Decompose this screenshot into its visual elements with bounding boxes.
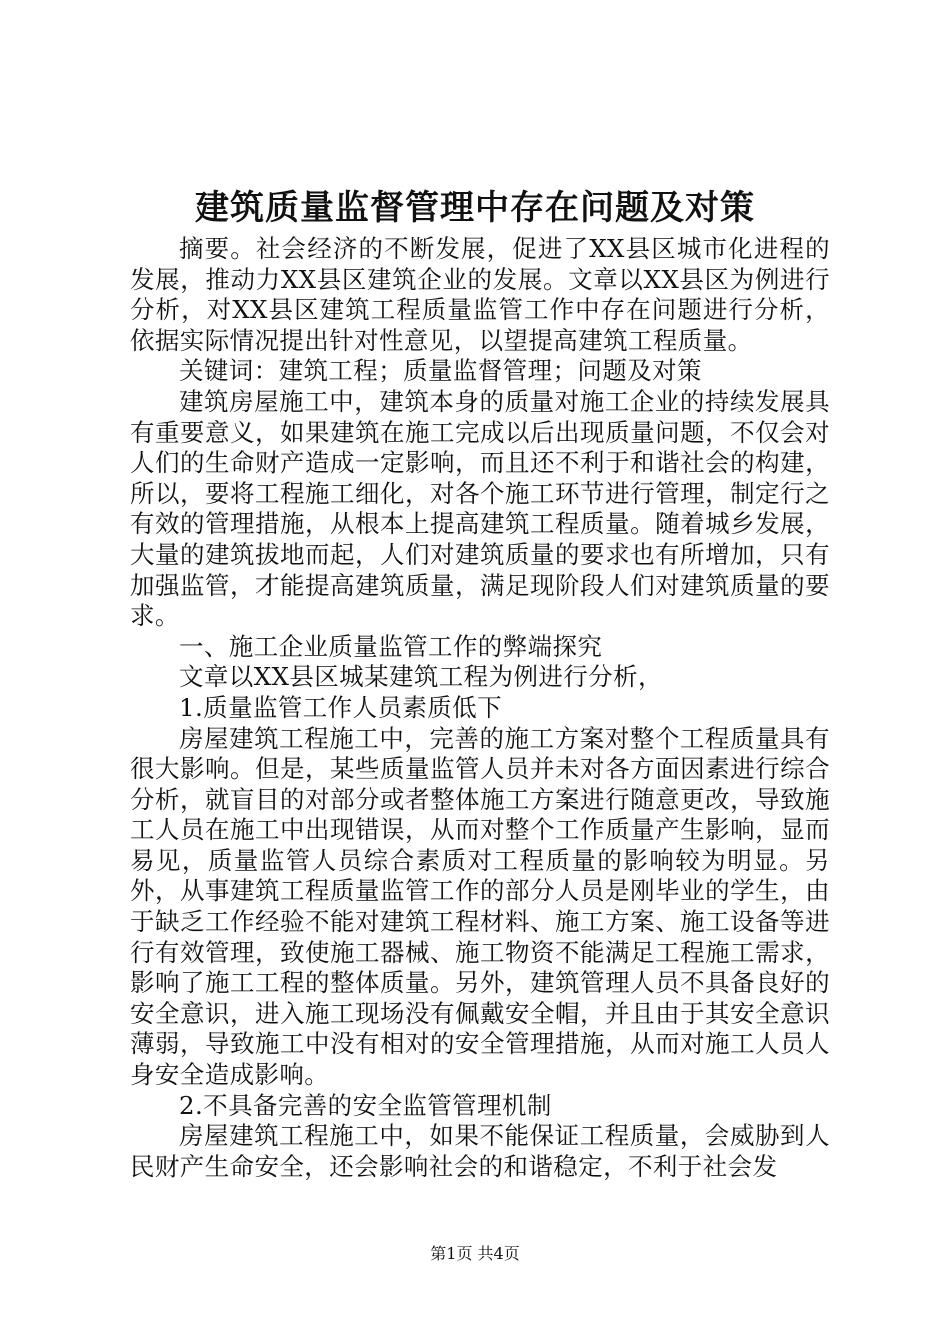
page-number-footer: 第1页 共4页: [430, 1244, 520, 1263]
subsection-2-paragraph: 房屋建筑工程施工中，如果不能保证工程质量，会威胁到人民财产生命安全，还会影响社会的和谐稳定，不利于社会发: [130, 1121, 830, 1181]
subsection-heading-2: 2.不具备完善的安全监管管理机制: [179, 1090, 552, 1120]
subsection-1-paragraph: 房屋建筑工程施工中，完善的施工方案对整个工程质量具有很大影响。但是，某些质量监管人员并未对各方面因素进行综合分析，就盲目的对部分或者整体施工方案进行随意更改，导致施工人员在施工中出现错误，从而对整个工作质量产生影响，显而易见，质量监管人员综合素质对工程质量的影响较为明显。另外，从事建筑工程质量监管工作的部分人员是刚毕业的学生，由于缺乏工作经验不能对建筑工程材料、施工方案、施工设备等进行有效管理，致使施工器械、施工物资不能满足工程施工需求，影响了施工工程的整体质量。另外，建筑管理人员不具备良好的安全意识，进入施工现场没有佩戴安全帽，并且由于其安全意识薄弱，导致施工中没有相对的安全管理措施，从而对施工人员人身安全造成影响。: [130, 723, 830, 1090]
intro-paragraph: 建筑房屋施工中，建筑本身的质量对施工企业的持续发展具有重要意义，如果建筑在施工完成以后出现质量问题，不仅会对人们的生命财产造成一定影响，而且还不利于和谐社会的构建，所以，要将工程施工细化，对各个施工环节进行管理，制定行之有效的管理措施，从根本上提高建筑工程质量。随着城乡发展，大量的建筑拔地而起，人们对建筑质量的要求也有所增加，只有加强监管，才能提高建筑质量，满足现阶段人们对建筑质量的要求。: [130, 386, 830, 631]
document-body: [130, 234, 830, 1182]
abstract-paragraph: 摘要。社会经济的不断发展，促进了XX县区城市化进程的发展，推动力XX县区建筑企业的发展。文章以XX县区为例进行分析，对XX县区建筑工程质量监管工作中存在问题进行分析，依据实际情况提出针对性意见，以望提高建筑工程质量。: [130, 234, 830, 355]
document-title: 建筑质量监督管理中存在问题及对策: [195, 188, 755, 228]
subsection-heading-1: 1.质量监管工作人员素质低下: [179, 692, 502, 722]
keywords-paragraph: 关键词：建筑工程；质量监督管理；问题及对策: [179, 356, 702, 386]
section-heading-1: 一、施工企业质量监管工作的弊端探究: [179, 631, 603, 661]
section-intro-paragraph: 文章以XX县区城某建筑工程为例进行分析，: [179, 662, 663, 692]
